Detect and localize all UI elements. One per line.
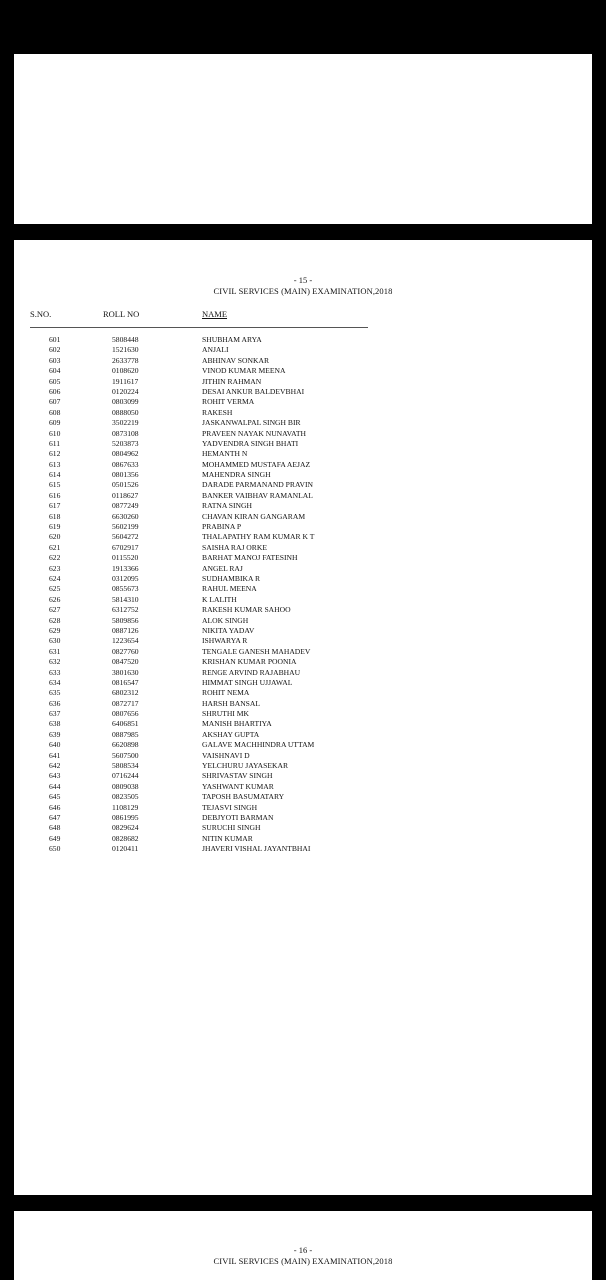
row-roll-no: 0855673	[112, 584, 139, 594]
row-name: NIKITA YADAV	[202, 625, 255, 635]
table-row	[14, 751, 592, 761]
row-sno: 625	[49, 584, 61, 594]
row-roll-no: 0887126	[112, 625, 139, 635]
row-roll-no: 2633778	[112, 355, 139, 365]
row-sno: 631	[49, 646, 61, 656]
row-name: TAPOSH BASUMATARY	[202, 792, 285, 802]
row-sno: 643	[49, 771, 61, 781]
row-name: SAISHA RAJ ORKE	[202, 542, 267, 552]
row-sno: 626	[49, 594, 61, 604]
row-sno: 604	[49, 366, 61, 376]
row-name: SUDHAMBIKA R	[202, 573, 261, 583]
row-name: ANGEL RAJ	[202, 563, 243, 573]
row-name: ROHIT NEMA	[202, 688, 250, 698]
row-name: SHUBHAM ARYA	[202, 335, 262, 344]
row-roll-no: 0847520	[112, 657, 139, 667]
row-roll-no: 5808448	[112, 335, 139, 344]
row-sno: 614	[49, 470, 61, 480]
row-name: RAKESH KUMAR SAHOO	[202, 605, 291, 615]
table-row	[14, 418, 592, 428]
row-roll-no: 0828682	[112, 833, 139, 843]
row-sno: 638	[49, 719, 61, 729]
row-name: ISHWARYA R	[202, 636, 248, 646]
row-sno: 629	[49, 625, 61, 635]
row-name: VINOD KUMAR MEENA	[202, 366, 286, 376]
row-name: RATNA SINGH	[202, 501, 252, 511]
row-sno: 603	[49, 355, 61, 365]
row-sno: 627	[49, 605, 61, 615]
exam-title: CIVIL SERVICES (MAIN) EXAMINATION,2018	[213, 1256, 393, 1266]
table-row	[14, 761, 592, 771]
row-roll-no: 0823505	[112, 792, 139, 802]
header-roll-no: ROLL NO	[103, 309, 140, 319]
row-sno: 647	[49, 812, 61, 822]
table-row	[14, 823, 592, 833]
row-name: NITIN KUMAR	[202, 833, 253, 843]
table-row	[14, 512, 592, 522]
row-name: TEJASVI SINGH	[202, 802, 258, 812]
row-sno: 615	[49, 480, 61, 490]
row-name: TENGALE GANESH MAHADEV	[202, 646, 311, 656]
row-sno: 616	[49, 490, 61, 500]
row-roll-no: 0888050	[112, 407, 139, 417]
row-roll-no: 0872717	[112, 698, 139, 708]
row-name: SHRUTHI MK	[202, 709, 250, 719]
table-row	[14, 730, 592, 740]
row-name: K LALITH	[202, 594, 237, 604]
row-sno: 636	[49, 698, 61, 708]
table-row	[14, 501, 592, 511]
row-sno: 613	[49, 459, 61, 469]
row-name: KRISHAN KUMAR POONIA	[202, 657, 297, 667]
row-name: MANISH BHARTIYA	[202, 719, 272, 729]
row-roll-no: 6620898	[112, 740, 139, 750]
table-row	[14, 813, 592, 823]
row-name: YASHWANT KUMAR	[202, 781, 274, 791]
row-name: CHAVAN KIRAN GANGARAM	[202, 511, 306, 521]
table-row	[14, 429, 592, 439]
row-sno: 624	[49, 573, 61, 583]
row-name: AKSHAY GUPTA	[202, 729, 260, 739]
row-name: HIMMAT SINGH UJJAWAL	[202, 677, 293, 687]
table-row	[14, 647, 592, 657]
row-sno: 630	[49, 636, 61, 646]
row-sno: 648	[49, 823, 61, 833]
row-roll-no: 0803099	[112, 397, 139, 407]
results-page-15	[14, 240, 592, 1195]
table-row	[14, 616, 592, 626]
row-roll-no: 6406851	[112, 719, 139, 729]
table-row	[14, 460, 592, 470]
row-roll-no: 0816547	[112, 677, 139, 687]
row-sno: 620	[49, 532, 61, 542]
row-roll-no: 0804962	[112, 449, 139, 459]
row-roll-no: 1911617	[112, 376, 139, 386]
table-row	[14, 792, 592, 802]
row-name: THALAPATHY RAM KUMAR K T	[202, 532, 315, 542]
row-name: ALOK SINGH	[202, 615, 249, 625]
results-page-16	[14, 1211, 592, 1280]
row-roll-no: 6312752	[112, 605, 139, 615]
row-sno: 608	[49, 407, 61, 417]
row-roll-no: 1223654	[112, 636, 139, 646]
row-roll-no: 0312095	[112, 573, 139, 583]
row-roll-no: 1913366	[112, 563, 139, 573]
row-roll-no: 0118627	[112, 490, 139, 500]
table-row	[14, 709, 592, 719]
row-roll-no: 0827760	[112, 646, 139, 656]
row-name: MAHENDRA SINGH	[202, 470, 271, 480]
row-name: ANJALI	[202, 345, 229, 355]
table-row	[14, 366, 592, 376]
row-name: MOHAMMED MUSTAFA AEJAZ	[202, 459, 311, 469]
row-sno: 617	[49, 501, 61, 511]
row-name: HARSH BANSAL	[202, 698, 261, 708]
table-row	[14, 584, 592, 594]
table-row	[14, 844, 592, 854]
table-row	[14, 782, 592, 792]
table-row	[14, 387, 592, 397]
row-sno: 637	[49, 709, 61, 719]
table-row	[14, 335, 592, 345]
table-row	[14, 636, 592, 646]
table-row	[14, 668, 592, 678]
row-name: DARADE PARMANAND PRAVIN	[202, 480, 313, 490]
table-row	[14, 439, 592, 449]
header-sno: S.NO.	[30, 309, 52, 319]
row-roll-no: 0829624	[112, 823, 139, 833]
table-row	[14, 553, 592, 563]
page-number: - 15 -	[293, 275, 313, 285]
row-roll-no: 0861995	[112, 812, 139, 822]
blank-page-top	[14, 54, 592, 224]
row-roll-no: 0873108	[112, 428, 139, 438]
row-sno: 649	[49, 833, 61, 843]
row-sno: 607	[49, 397, 61, 407]
table-row	[14, 408, 592, 418]
row-sno: 622	[49, 553, 61, 563]
row-name: HEMANTH N	[202, 449, 248, 459]
table-row	[14, 699, 592, 709]
row-sno: 644	[49, 781, 61, 791]
table-row	[14, 740, 592, 750]
row-sno: 639	[49, 729, 61, 739]
row-sno: 619	[49, 522, 61, 532]
row-name: VAISHNAVI D	[202, 750, 250, 760]
row-sno: 612	[49, 449, 61, 459]
row-roll-no: 6630260	[112, 511, 139, 521]
row-roll-no: 0120411	[112, 844, 139, 854]
row-sno: 621	[49, 542, 61, 552]
table-row	[14, 688, 592, 698]
table-row	[14, 345, 592, 355]
row-roll-no: 5809856	[112, 615, 139, 625]
row-roll-no: 3502219	[112, 418, 139, 428]
table-row	[14, 543, 592, 553]
row-roll-no: 0809038	[112, 781, 139, 791]
header-rule	[30, 327, 368, 328]
row-sno: 635	[49, 688, 61, 698]
row-roll-no: 5814310	[112, 594, 139, 604]
row-name: YADVENDRA SINGH BHATI	[202, 438, 299, 448]
table-row	[14, 605, 592, 615]
row-sno: 646	[49, 802, 61, 812]
row-name: ABHINAV SONKAR	[202, 355, 270, 365]
row-name: RAKESH	[202, 407, 233, 417]
row-name: RENGE ARVIND RAJABHAU	[202, 667, 301, 677]
row-roll-no: 1521630	[112, 345, 139, 355]
table-row	[14, 803, 592, 813]
row-roll-no: 0115520	[112, 553, 139, 563]
row-name: JHAVERI VISHAL JAYANTBHAI	[202, 844, 311, 854]
row-sno: 605	[49, 376, 61, 386]
row-name: YELCHURU JAYASEKAR	[202, 761, 289, 771]
row-roll-no: 5203873	[112, 438, 139, 448]
table-row	[14, 470, 592, 480]
row-sno: 602	[49, 345, 61, 355]
row-sno: 606	[49, 386, 61, 396]
row-name: BANKER VAIBHAV RAMANLAL	[202, 490, 313, 500]
table-row	[14, 626, 592, 636]
row-name: PRABINA P	[202, 522, 242, 532]
row-sno: 618	[49, 511, 61, 521]
results-list	[14, 335, 592, 855]
row-name: DESAI ANKUR BALDEVBHAI	[202, 386, 305, 396]
table-row	[14, 719, 592, 729]
row-name: SURUCHI SINGH	[202, 823, 261, 833]
row-sno: 609	[49, 418, 61, 428]
table-row	[14, 834, 592, 844]
row-sno: 642	[49, 761, 61, 771]
row-roll-no: 3801630	[112, 667, 139, 677]
table-row	[14, 771, 592, 781]
row-name: PRAVEEN NAYAK NUNAVATH	[202, 428, 306, 438]
row-roll-no: 0120224	[112, 386, 139, 396]
table-row	[14, 480, 592, 490]
row-sno: 640	[49, 740, 61, 750]
table-row	[14, 491, 592, 501]
row-sno: 601	[49, 335, 61, 344]
row-name: JITHIN RAHMAN	[202, 376, 262, 386]
page-number: - 16 -	[293, 1245, 313, 1255]
row-sno: 650	[49, 844, 61, 854]
row-roll-no: 0801356	[112, 470, 139, 480]
table-row	[14, 449, 592, 459]
table-row	[14, 678, 592, 688]
row-sno: 628	[49, 615, 61, 625]
row-roll-no: 0887985	[112, 729, 139, 739]
table-row	[14, 356, 592, 366]
row-name: BARHAT MANOJ FATESINH	[202, 553, 298, 563]
header-name: NAME	[202, 309, 228, 319]
table-row	[14, 574, 592, 584]
row-name: JASKANWALPAL SINGH BIR	[202, 418, 301, 428]
row-roll-no: 0867633	[112, 459, 139, 469]
row-roll-no: 5808534	[112, 761, 139, 771]
row-roll-no: 6802312	[112, 688, 139, 698]
row-sno: 611	[49, 438, 61, 448]
row-roll-no: 0501526	[112, 480, 139, 490]
row-sno: 641	[49, 750, 61, 760]
table-row	[14, 397, 592, 407]
row-roll-no: 0807656	[112, 709, 139, 719]
row-roll-no: 0877249	[112, 501, 139, 511]
table-row	[14, 377, 592, 387]
row-name: ROHIT VERMA	[202, 397, 255, 407]
row-roll-no: 5607500	[112, 750, 139, 760]
row-roll-no: 6702917	[112, 542, 139, 552]
row-name: GALAVE MACHHINDRA UTTAM	[202, 740, 315, 750]
row-roll-no: 1108129	[112, 802, 139, 812]
row-name: DEBJYOTI BARMAN	[202, 812, 274, 822]
row-sno: 632	[49, 657, 61, 667]
row-sno: 634	[49, 677, 61, 687]
row-roll-no: 5604272	[112, 532, 139, 542]
table-row	[14, 595, 592, 605]
row-sno: 645	[49, 792, 61, 802]
table-row	[14, 532, 592, 542]
row-sno: 633	[49, 667, 61, 677]
table-row	[14, 564, 592, 574]
row-name: SHRIVASTAV SINGH	[202, 771, 273, 781]
row-sno: 623	[49, 563, 61, 573]
row-roll-no: 0716244	[112, 771, 139, 781]
row-roll-no: 0108620	[112, 366, 139, 376]
table-row	[14, 522, 592, 532]
exam-title: CIVIL SERVICES (MAIN) EXAMINATION,2018	[213, 286, 393, 296]
table-row	[14, 657, 592, 667]
row-sno: 610	[49, 428, 61, 438]
row-roll-no: 5602199	[112, 522, 139, 532]
row-name: RAHUL MEENA	[202, 584, 257, 594]
